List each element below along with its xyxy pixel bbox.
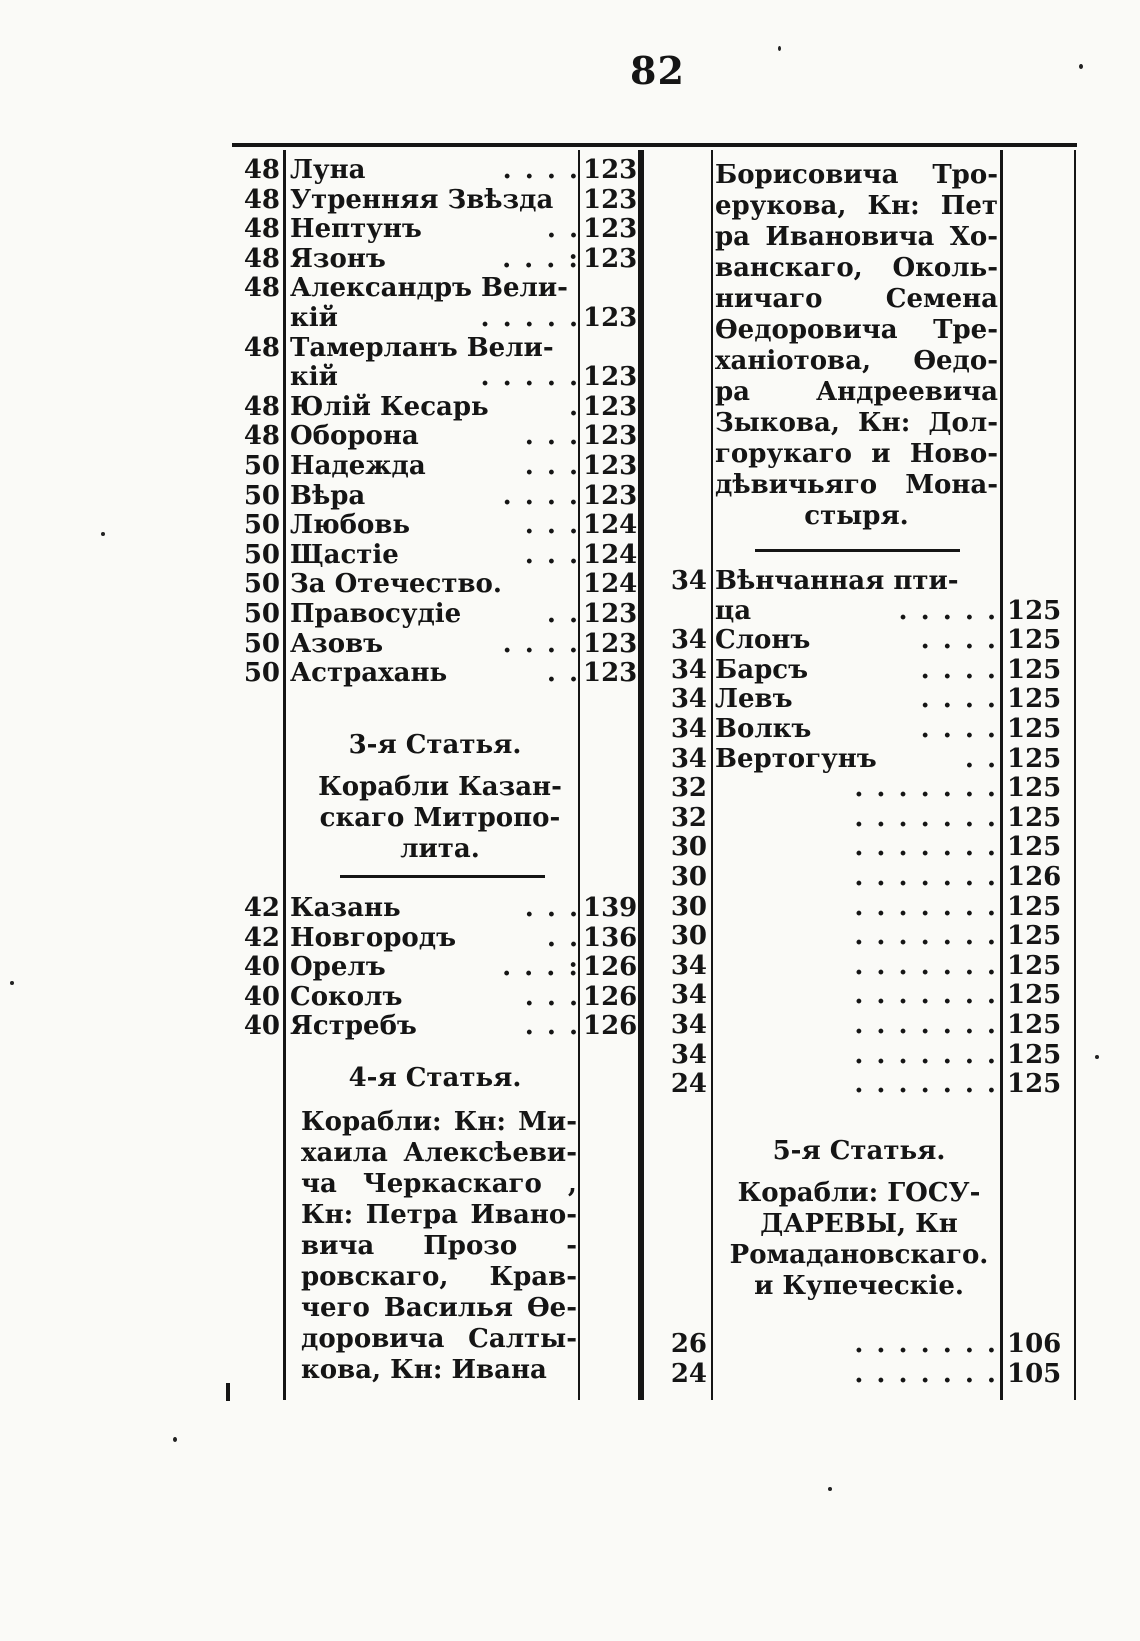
table-row (238, 273, 628, 303)
ship-name: Вертогунъ (715, 743, 877, 774)
page-ref: 125 (1007, 684, 1062, 715)
ship-name: Казань (290, 893, 401, 923)
gun-count: 50 (243, 599, 280, 629)
text-line: ча Черкаскаго , (301, 1169, 577, 1199)
table-row (238, 243, 638, 274)
ship-name: Азовъ (290, 628, 384, 659)
ink-speck (173, 1437, 177, 1442)
text-line: кова, Кн: Ивана (301, 1355, 547, 1385)
leader-dots: . . . (524, 539, 580, 570)
section-3-heading (300, 772, 580, 865)
heading-line: лита. (400, 834, 480, 864)
gun-count: 30 (670, 862, 707, 892)
heading-line: Ромадановскаго. (729, 1240, 989, 1270)
ink-speck (1095, 1055, 1099, 1059)
table-row (238, 922, 638, 953)
ship-name: Луна (290, 155, 366, 185)
leader-dots: . . . . . . . (854, 891, 998, 922)
ship-name: Юлій Кесарь (290, 391, 489, 422)
text-line: Зыкова, Кн: Дол- (715, 408, 998, 438)
ship-name: Надежда (290, 451, 426, 481)
gun-count: 40 (243, 1011, 280, 1042)
table-row (238, 480, 638, 511)
outer-left-mark (226, 1383, 230, 1401)
gun-count: 30 (670, 921, 707, 952)
page-ref: 123 (583, 184, 638, 215)
page-ref: 125 (1007, 625, 1062, 656)
ship-name: Вѣра (290, 480, 366, 511)
gun-count: 32 (670, 773, 707, 804)
leader-dots: . . (964, 743, 998, 774)
text-line: ра Ивановича Хо- (715, 222, 998, 252)
ship-name: кій (290, 303, 338, 333)
gun-count: 42 (243, 922, 280, 953)
leader-dots: . . . . . . . (854, 1329, 998, 1359)
heading-line: Корабли Казан- (318, 772, 562, 802)
gun-count: 30 (670, 891, 707, 922)
table-row (665, 951, 1060, 981)
gun-count: 48 (243, 421, 280, 452)
page-ref: 106 (1007, 1329, 1062, 1359)
section-5-title: 5-я Статья. (772, 1136, 946, 1166)
table-row (665, 1010, 1060, 1040)
table-row (238, 421, 638, 452)
leader-dots: . . . (524, 1011, 580, 1042)
leader-dots: . . . : (502, 243, 580, 274)
page-ref: 123 (583, 155, 638, 185)
table-row (665, 1040, 1060, 1070)
gun-count: 34 (670, 684, 707, 715)
leader-dots: . . . . (920, 684, 998, 715)
page-ref: 105 (1007, 1358, 1062, 1389)
leader-dots: . . . . . . . (854, 1010, 998, 1040)
page-ref: 123 (583, 391, 638, 422)
page-ref: 124 (583, 539, 638, 570)
leader-dots: . . . (524, 510, 580, 541)
leader-dots: . . . . . (480, 362, 580, 393)
gun-count: 48 (243, 273, 280, 304)
gun-count: 40 (243, 952, 280, 983)
page-ref: 125 (1007, 921, 1062, 952)
ship-name: Новгородъ (290, 922, 457, 953)
page-ref: 124 (583, 569, 638, 600)
leader-dots: . . (546, 922, 580, 953)
gun-count: 34 (670, 950, 707, 981)
page-ref: 123 (583, 362, 638, 393)
leader-dots: . (568, 391, 580, 422)
ship-name: Астрахань (290, 658, 448, 689)
page-ref: 123 (583, 658, 638, 689)
leader-dots: . . . . . . . (854, 802, 998, 833)
table-row (665, 921, 1060, 951)
table-row (665, 892, 1060, 922)
page-ref: 125 (1007, 832, 1062, 863)
table-row (238, 893, 638, 923)
text-line: Ѳедоровича Тре- (715, 315, 998, 345)
table-row (238, 1011, 638, 1042)
leader-dots: . . . . (502, 155, 580, 185)
gun-count: 50 (243, 480, 280, 511)
table-row (238, 539, 638, 570)
table-row (665, 1329, 1060, 1359)
gun-count: 50 (243, 569, 280, 600)
ship-name: За Отечество. (290, 569, 502, 600)
page-ref: 125 (1007, 950, 1062, 981)
page-ref: 123 (583, 214, 638, 245)
table-row (238, 628, 638, 659)
section-4-text (301, 1107, 577, 1386)
page-ref: 125 (1007, 1039, 1062, 1070)
page-ref: 136 (583, 922, 638, 953)
text-line: Борисовича Тро- (715, 160, 998, 190)
ship-name: Левъ (715, 684, 793, 715)
page-ref: 125 (1007, 980, 1062, 1011)
gun-count: 34 (670, 1039, 707, 1070)
text-line: чего Василья Ѳе- (301, 1293, 577, 1323)
page-ref: 123 (583, 303, 638, 333)
ship-name: Слонъ (715, 625, 811, 656)
text-line: стыря. (804, 501, 909, 531)
section-3-title: 3-я Статья. (348, 730, 522, 760)
table-row (238, 599, 638, 629)
ship-name: Язонъ (290, 243, 386, 274)
page-ref: 126 (583, 1011, 638, 1042)
gun-count: 48 (243, 184, 280, 215)
leader-dots: . . (546, 658, 580, 689)
text-line: доровича Салты- (301, 1324, 577, 1354)
table-row (238, 981, 638, 1012)
text-line: ванскаго, Околь- (715, 253, 998, 283)
leader-dots: . . . (524, 451, 580, 481)
page-ref: 125 (1007, 1069, 1062, 1100)
table-row (665, 1069, 1060, 1099)
gun-count: 24 (670, 1358, 707, 1389)
leader-dots: . . (546, 599, 580, 629)
page-ref: 139 (583, 893, 638, 923)
gun-count: 34 (670, 714, 707, 744)
page-ref: 124 (583, 510, 638, 541)
text-line: горукаго и Ново- (715, 439, 998, 469)
heading-line: скаго Митропо- (319, 803, 561, 833)
ink-speck (1079, 64, 1083, 69)
leader-dots: . . . . . . . (854, 832, 998, 863)
leader-dots: . . . : (502, 952, 580, 983)
page-ref: 125 (1007, 743, 1062, 774)
gun-count: 42 (243, 893, 280, 923)
ship-name: Александръ Вели- (290, 273, 568, 304)
table-row (238, 658, 638, 689)
page-ref: 123 (583, 421, 638, 452)
gun-count: 48 (243, 155, 280, 185)
top-rule (232, 143, 1077, 147)
page-ref: 123 (583, 628, 638, 659)
page-ref: 125 (1007, 1010, 1062, 1040)
leader-dots: . . . . . . . (854, 1069, 998, 1100)
text-line: дѣвичьяго Мона- (715, 470, 998, 500)
leader-dots: . . . . (502, 480, 580, 511)
text-line: Корабли: Кн: Ми- (301, 1107, 577, 1137)
table-row (238, 451, 638, 481)
table-row (665, 744, 1060, 774)
table-row (665, 832, 1060, 862)
text-line: ра Андреевича (715, 377, 998, 407)
gun-count: 34 (670, 743, 707, 774)
gun-count: 48 (243, 214, 280, 245)
gun-count: 50 (243, 628, 280, 659)
text-line: ровскаго, Крав- (301, 1262, 577, 1292)
ship-name: кій (290, 362, 338, 393)
leader-dots: . . . (524, 981, 580, 1012)
leader-dots: . . . . (920, 714, 998, 744)
gun-count: 32 (670, 802, 707, 833)
table-row (665, 714, 1060, 744)
table-row (238, 952, 638, 983)
table-row (665, 684, 1060, 714)
leader-dots: . . . (524, 893, 580, 923)
gun-count: 48 (243, 391, 280, 422)
table-row (238, 155, 638, 185)
text-line: Кн: Петра Ивано- (301, 1200, 577, 1230)
heading-line: ДАРЕВЫ, Кн (760, 1209, 958, 1239)
leader-dots: . . . . . . . (854, 862, 998, 892)
table-row (238, 391, 638, 422)
gun-count: 26 (670, 1329, 707, 1359)
ink-speck (778, 46, 781, 51)
center-rule (638, 150, 644, 1400)
gun-count: 50 (243, 658, 280, 689)
ship-name: ца (715, 595, 752, 626)
leader-dots: . . . . . (898, 595, 998, 626)
ship-name: Волкъ (715, 714, 812, 744)
leader-dots: . . . . (920, 625, 998, 656)
leader-dots: . . . (524, 421, 580, 452)
table-row (238, 333, 628, 363)
ship-name: Оборона (290, 421, 419, 452)
gun-count: 48 (243, 332, 280, 363)
leader-dots: . . (546, 214, 580, 245)
continuation-text (715, 160, 998, 532)
leader-dots: . . . . . . . (854, 950, 998, 981)
text-line: вича Прозо - (301, 1231, 577, 1261)
text-line: ерукова, Кн: Пет (715, 191, 998, 221)
ship-name: Вѣнчанная пти- (715, 566, 959, 596)
page-ref: 123 (583, 243, 638, 274)
table-row (238, 184, 638, 215)
page-ref: 126 (583, 981, 638, 1012)
table-row (665, 596, 1060, 626)
ship-name: Соколъ (290, 981, 403, 1012)
page-ref: 123 (583, 480, 638, 511)
gun-count: 34 (670, 1010, 707, 1040)
leader-dots: . . . . . . . (854, 980, 998, 1011)
ship-name: Тамерланъ Вели- (290, 332, 554, 363)
ink-speck (828, 1487, 832, 1491)
table-row (665, 980, 1060, 1010)
section-4-title: 4-я Статья. (348, 1063, 522, 1093)
ship-name: Барсъ (715, 654, 809, 685)
continuation-rule (755, 549, 960, 552)
gun-count: 30 (670, 832, 707, 863)
table-row (665, 655, 1060, 685)
page-ref: 125 (1007, 595, 1062, 626)
table-row (665, 625, 1060, 655)
text-line: ничаго Семена (715, 284, 998, 314)
table-row (238, 362, 638, 393)
leader-dots: . . . . . . . (854, 773, 998, 804)
gun-count: 34 (670, 980, 707, 1011)
gun-count: 24 (670, 1069, 707, 1100)
leader-dots: . . . . (502, 628, 580, 659)
gun-count: 34 (670, 625, 707, 656)
table-row (238, 303, 638, 333)
text-line: ханіотова, Ѳедо- (715, 346, 998, 376)
ship-name: Правосудіе (290, 599, 462, 629)
heading-line: и Купеческіе. (754, 1271, 964, 1301)
table-row (665, 862, 1060, 892)
page-ref: 126 (583, 952, 638, 983)
page-number: 82 (630, 48, 685, 93)
leader-dots: . . . . (920, 654, 998, 685)
ship-name: Утренняя Звѣзда (290, 184, 554, 215)
page-ref: 125 (1007, 891, 1062, 922)
section-3-rule (340, 875, 545, 878)
gun-count: 50 (243, 539, 280, 570)
page-ref: 125 (1007, 773, 1062, 804)
page-ref: 125 (1007, 802, 1062, 833)
gun-count: 50 (243, 510, 280, 541)
table-row (665, 803, 1060, 833)
table-row (665, 1359, 1060, 1389)
table-row (665, 773, 1060, 803)
ink-speck (101, 532, 105, 536)
ship-name: Любовь (290, 510, 411, 541)
page-ref: 123 (583, 451, 638, 481)
table-row (665, 566, 1060, 596)
table-row (238, 214, 638, 245)
ship-name: Орелъ (290, 952, 386, 983)
ink-speck (10, 981, 14, 985)
gun-count: 34 (670, 566, 707, 596)
gun-count: 48 (243, 243, 280, 274)
table-row (238, 569, 638, 600)
leader-dots: . . . . . . . (854, 1358, 998, 1389)
page-ref: 125 (1007, 714, 1062, 744)
text-line: хаила Алексѣеви- (301, 1138, 577, 1168)
page-ref: 125 (1007, 654, 1062, 685)
heading-line: Корабли: ГОСУ- (737, 1178, 981, 1208)
gun-count: 40 (243, 981, 280, 1012)
section-5-heading (716, 1178, 1002, 1302)
gun-count: 50 (243, 451, 280, 481)
outer-right-rule (1074, 150, 1076, 1400)
leader-dots: . . . . . . . (854, 1039, 998, 1070)
leader-dots: . . . . . . . (854, 921, 998, 952)
gun-count: 34 (670, 654, 707, 685)
ship-name: Щастіе (290, 539, 399, 570)
leader-dots: . . . . . (480, 303, 580, 333)
ship-name: Ястребъ (290, 1011, 417, 1042)
page-ref: 123 (583, 599, 638, 629)
page-ref: 126 (1007, 862, 1062, 892)
ship-name: Нептунъ (290, 214, 422, 245)
table-row (238, 510, 638, 541)
